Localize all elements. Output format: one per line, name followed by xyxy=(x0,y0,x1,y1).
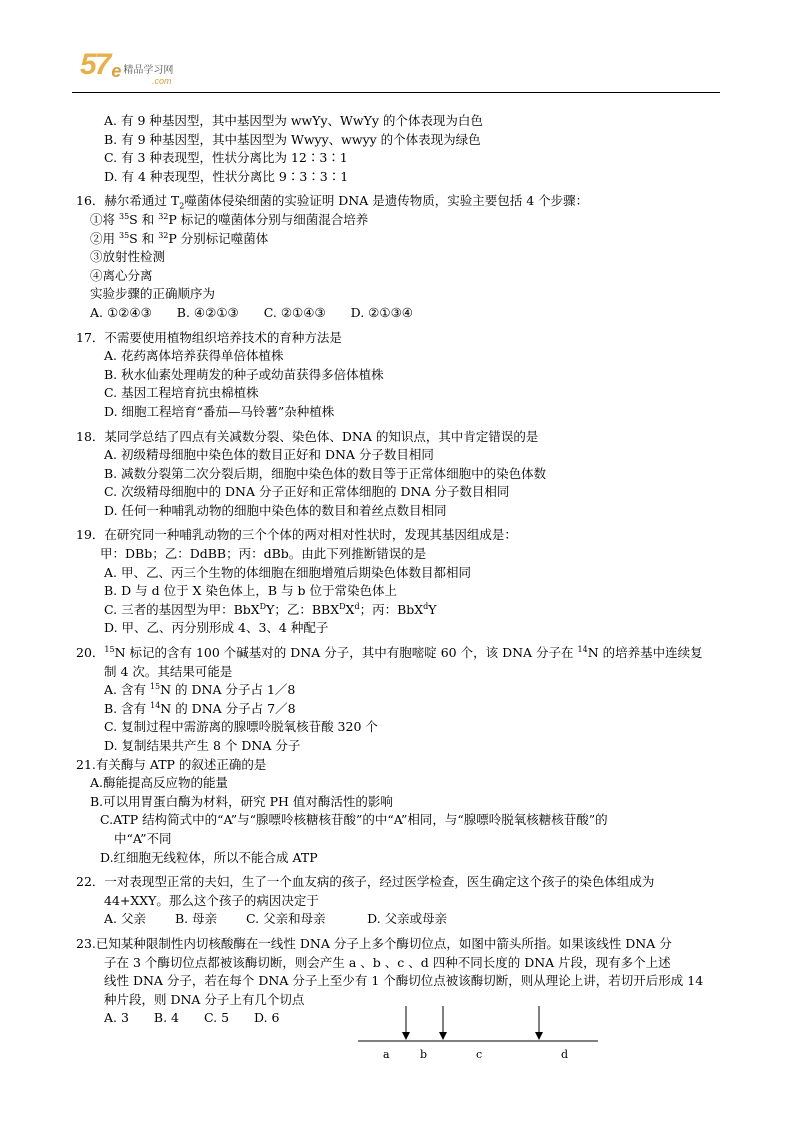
q15-option-b: B. 有 9 种基因型，其中基因型为 Wwyy、wwyy 的个体表现为绿色 xyxy=(104,131,481,147)
q17-option-b: B. 秋水仙素处理萌发的种子或幼苗获得多倍体植株 xyxy=(104,366,384,382)
q21-option-a: A.酶能提高反应物的能量 xyxy=(90,775,229,791)
q15-option-c: C. 有 3 种表现型，性状分离比为 12∶3∶1 xyxy=(104,150,348,166)
q21-option-c: C.ATP 结构简式中的“A”与“腺嘌呤核糖核苷酸”的中“A”相同，与“腺嘌呤脱氧核糖核苷酸”的 xyxy=(100,812,608,828)
q20-option-b: B. 含有 $^{14}$N 的 DNA 分子占 7／8 xyxy=(104,700,296,716)
q21-stem: 21.有关酶与 ATP 的叙述正确的是 xyxy=(76,756,267,772)
q19-option-d: D. 甲、乙、丙分别形成 4、3、4 种配子 xyxy=(104,620,329,636)
q19-option-c: C. 三者的基因型为甲：BbX$^D$Y；乙：$BBX^DX^d$；丙：BbX$^d$Y xyxy=(104,601,437,617)
fragment-label-b: b xyxy=(420,1048,428,1061)
q22-options: A. 父亲 B. 母亲 C. 父亲和母亲 D. 父亲或母亲 xyxy=(104,911,448,927)
q15-option-d: D. 有 4 种表现型，性状分离比 9∶3∶3∶1 xyxy=(104,168,349,184)
logo-number: 57 xyxy=(80,48,110,81)
cut-arrow-3 xyxy=(535,1006,543,1040)
q23-stem-2: 子在 3 个酶切位点都被该酶切断，则会产生 a 、b 、c 、d 四种不同长度的 DNA 片段，现有多个上述 xyxy=(104,954,671,970)
q18-option-b: B. 减数分裂第二次分裂后期，细胞中染色体的数目等于正常体细胞中的染色体数 xyxy=(104,465,547,481)
fragment-label-c: c xyxy=(476,1048,483,1061)
site-logo xyxy=(80,48,174,86)
cut-arrow-1 xyxy=(402,1006,410,1040)
dna-cut-site-diagram xyxy=(358,1004,602,1074)
cut-arrow-2 xyxy=(439,1006,447,1040)
q16-step-2: ②用 $^{35}$S 和 $^{32}$P 分别标记噬菌体 xyxy=(90,230,269,246)
q16-step-4: ④离心分离 xyxy=(90,267,153,283)
fragment-label-a: a xyxy=(383,1048,390,1061)
q19-genes: 甲：DBb；乙：DdBB；丙：dBb。由此下列推断错误的是 xyxy=(100,546,427,562)
q16-step-3: ③放射性检测 xyxy=(90,249,166,265)
q22-stem-cont: 44+XXY。那么这个孩子的病因决定于 xyxy=(104,892,319,908)
q20-option-c: C. 复制过程中需游离的腺嘌呤脱氧核苷酸 320 个 xyxy=(104,719,378,735)
q17-stem: 17．不需要使用植物组织培养技术的育种方法是 xyxy=(76,329,342,345)
q23-stem-4: 种片段，则 DNA 分子上有几个切点 xyxy=(104,991,305,1007)
q18-option-c: C. 次级精母细胞中的 DNA 分子正好和正常体细胞的 DNA 分子数目相同 xyxy=(104,484,510,500)
q20-stem-cont: 制 4 次。其结果可能是 xyxy=(104,663,233,679)
q16-options: A. ①②④③ B. ④②①③ C. ②①④③ D. ②①③④ xyxy=(90,304,413,320)
fragment-label-d: d xyxy=(561,1048,569,1061)
q16-stem: 16．赫尔希通过 $T_2$噬菌体侵染细菌的实验证明 DNA 是遗传物质，实验主要包括 4 个步骤： xyxy=(76,193,589,211)
q15-option-a: A. 有 9 种基因型，其中基因型为 wwYy、WwYy 的个体表现为白色 xyxy=(104,113,483,128)
q19-option-a: A. 甲、乙、丙三个生物的体细胞在细胞增殖后期染色体数目都相同 xyxy=(104,564,471,580)
exam-content xyxy=(76,112,724,1028)
q17-option-d: D. 细胞工程培育“番茄—马铃薯”杂种植株 xyxy=(104,403,335,419)
q23-stem-3: 线性 DNA 分子，若在每个 DNA 分子上至少有 1 个酶切位点被该酶切断，则从理论上讲，若切开后形成 14 xyxy=(104,973,704,989)
q20-stem: 20．$^{15}$N 标记的含有 100 个碱基对的 DNA 分子，其中有胞嘧啶 60 个，该 DNA 分子在 $^{14}$N 的培养基中连续复 xyxy=(76,644,703,661)
q23-options: A. 3 B. 4 C. 5 D. 6 xyxy=(104,1010,280,1026)
q21-option-b: B.可以用胃蛋白酶为材料，研究 PH 值对酶活性的影响 xyxy=(90,793,393,809)
q18-option-a: A. 初级精母细胞中染色体的数目正好和 DNA 分子数目相同 xyxy=(104,447,434,463)
q21-option-d: D.红细胞无线粒体，所以不能合成 ATP xyxy=(100,849,318,865)
q17-option-a: A. 花药离体培养获得单倍体植株 xyxy=(104,348,284,364)
q22-stem: 22．一对表现型正常的夫妇，生了一个血友病的孩子，经过医学检查，医生确定这个孩子的染色体组成为 xyxy=(76,874,655,890)
q23-stem-1: 23.已知某种限制性内切核酸酶在一线性 DNA 分子上多个酶切位点，如图中箭头所指。如果该线性 DNA 分 xyxy=(76,935,672,951)
logo-site-name: 精品学习网 xyxy=(123,65,174,76)
q20-option-a: A. 含有 $^{15}$N 的 DNA 分子占 1／8 xyxy=(104,682,296,698)
q17-option-c: C. 基因工程培育抗虫棉植株 xyxy=(104,385,259,401)
q16-step-1: ①将 $^{35}$S 和 $^{32}$P 标记的噬菌体分别与细菌混合培养 xyxy=(90,211,369,227)
q19-stem: 19．在研究同一种哺乳动物的三个个体的两对相对性状时，发现其基因组成是： xyxy=(76,527,517,543)
logo-dotcom: .com xyxy=(152,76,172,86)
q19-option-b: B. D 与 d 位于 X 染色体上，B 与 b 位于常染色体上 xyxy=(104,583,398,599)
page-header xyxy=(72,40,720,93)
q18-option-d: D. 任何一种哺乳动物的细胞中染色体的数目和着丝点数目相同 xyxy=(104,502,447,518)
q18-stem: 18．某同学总结了四点有关减数分裂、染色体、DNA 的知识点，其中肯定错误的是 xyxy=(76,428,539,444)
logo-mid: e xyxy=(111,61,122,81)
q20-option-d: D. 复制结果共产生 8 个 DNA 分子 xyxy=(104,738,301,753)
q21-option-c-cont: 中“A”不同 xyxy=(114,830,172,846)
q16-prompt: 实验步骤的正确顺序为 xyxy=(90,286,216,302)
